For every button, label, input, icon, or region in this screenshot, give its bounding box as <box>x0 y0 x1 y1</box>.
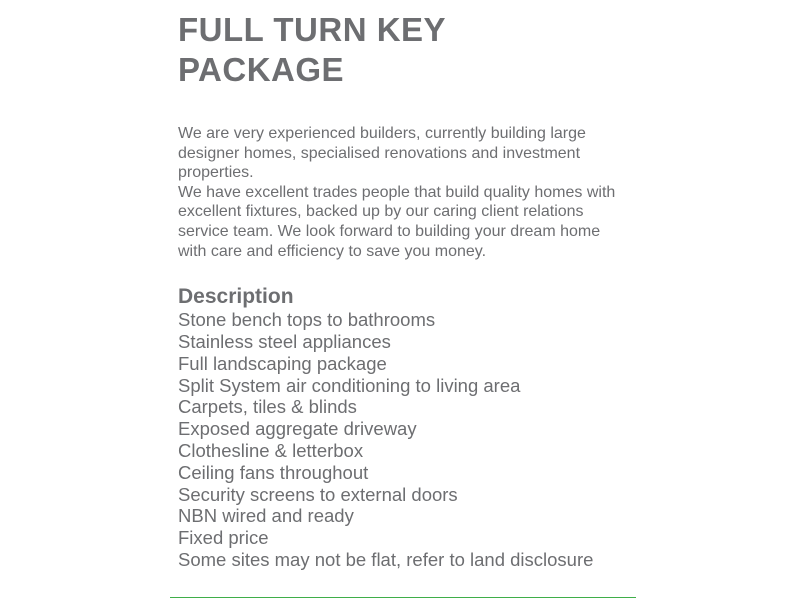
title-line-1: FULL TURN KEY <box>178 11 447 48</box>
feature-item: Ceiling fans throughout <box>178 461 369 483</box>
description-heading: Description <box>178 285 294 309</box>
title-line-2: PACKAGE <box>178 51 345 88</box>
feature-item: Exposed aggregate driveway <box>178 418 417 440</box>
feature-item: Clothesline & letterbox <box>178 439 364 461</box>
feature-item: Fixed price <box>178 527 269 549</box>
feature-item: Some sites may not be flat, refer to land disclosure <box>178 548 594 570</box>
intro-paragraph: We have excellent trades people that build quality homes with excellent fixtures, backed up by our caring client relations service team. We look forward to building your dream home with care and efficiency to save you money. <box>178 183 616 260</box>
intro-text <box>178 124 628 261</box>
feature-item: Security screens to external doors <box>178 483 458 505</box>
features-list <box>178 309 638 571</box>
feature-item: Stone bench tops to bathrooms <box>178 309 436 331</box>
feature-item: Stainless steel appliances <box>178 330 391 352</box>
feature-item: Carpets, tiles & blinds <box>178 396 357 418</box>
feature-item: Split System air conditioning to living area <box>178 374 521 396</box>
feature-item: Full landscaping package <box>178 352 387 374</box>
intro-paragraph: We are very experienced builders, currently building large designer homes, specialised renovations and investment properties. <box>178 125 586 182</box>
feature-item: NBN wired and ready <box>178 505 354 527</box>
page-title <box>178 10 478 90</box>
document-page <box>178 10 638 571</box>
bottom-divider <box>170 597 636 598</box>
